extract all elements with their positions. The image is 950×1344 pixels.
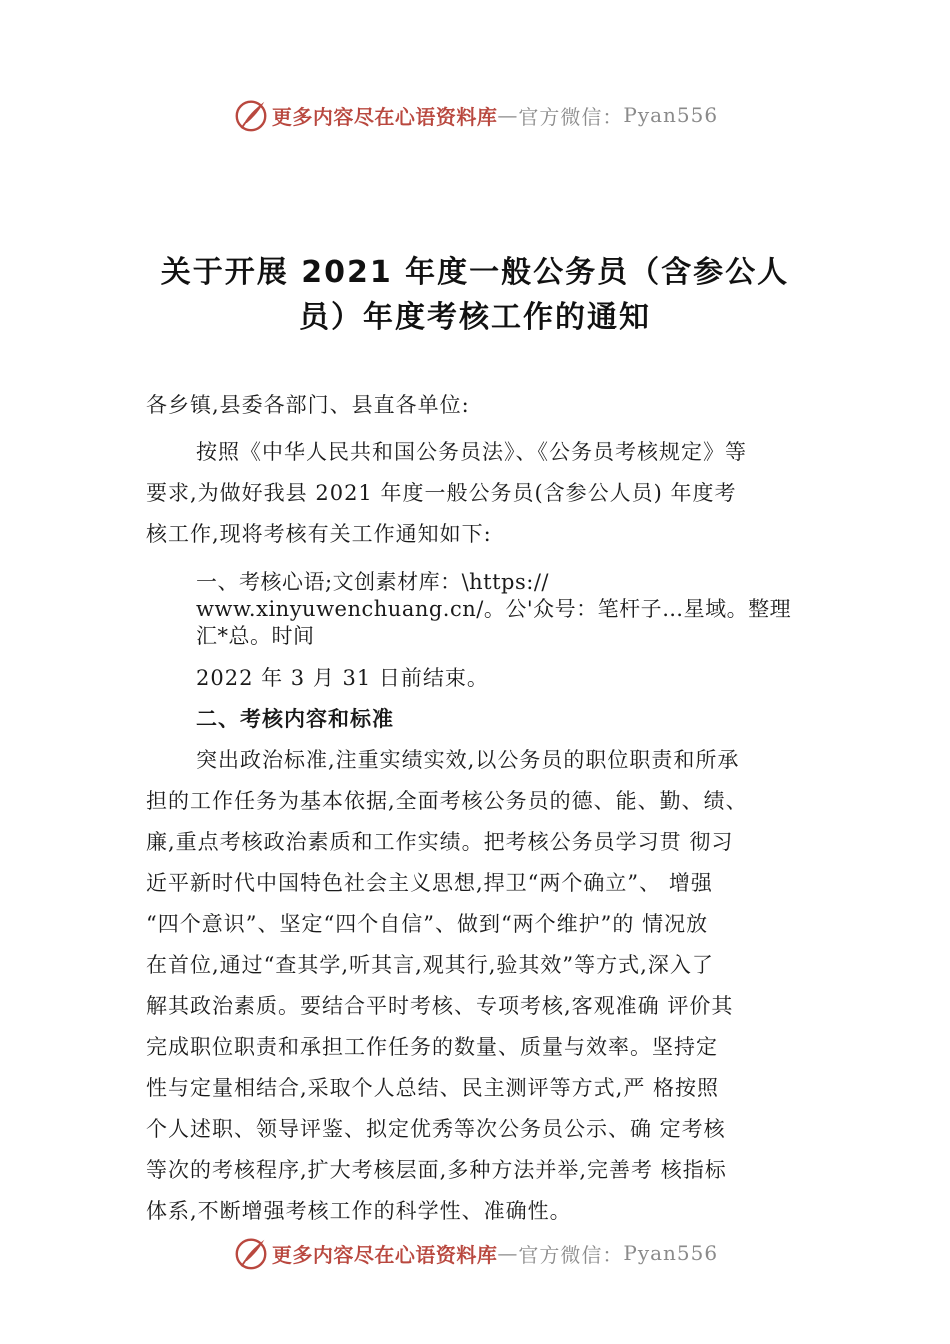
paragraph-line: 担的工作任务为基本依据,全面考核公务员的德、能、勤、绩、 [146, 789, 748, 813]
paragraph-line: 性与定量相结合,采取个人总结、民主测评等方式,严 格按照 [146, 1076, 720, 1100]
paragraph-line: 近平新时代中国特色社会主义思想,捍卫“两个确立”、 增强 [146, 871, 713, 895]
notice-line: www.xinyuwenchuang.cn/。公'众号：笔杆子…星域。整理 [196, 597, 792, 621]
quill-pen-logo-icon [232, 1234, 270, 1272]
intro-paragraph [146, 432, 836, 555]
watermark-red-text: 更多内容尽在心语资料库 [271, 1242, 498, 1267]
paragraph-line: 等次的考核程序,扩大考核层面,多种方法并举,完善考 核指标 [146, 1158, 727, 1182]
paragraph-line: 解其政治素质。要结合平时考核、专项考核,客观准确 评价其 [146, 994, 734, 1018]
watermark-wechat-id: Pyan556 [623, 103, 719, 127]
paragraph-line: 在首位,通过“查其学,听其言,观其行,验其效”等方式,深入了 [146, 953, 714, 977]
watermark-gray-text: 官方微信： [518, 1242, 624, 1267]
paragraph-line: 体系,不断增强考核工作的科学性、准确性。 [146, 1199, 572, 1223]
paragraph-line: 按照《中华人民共和国公务员法》、《公务员考核规定》等 [196, 440, 747, 464]
title-line: 员）年度考核工作的通知 [299, 300, 651, 335]
quill-pen-logo-icon [232, 96, 270, 134]
paragraph-line: 要求,为做好我县 2021 年度一般公务员(含参公人员) 年度考 [146, 481, 737, 505]
document-body [146, 385, 836, 1232]
header-watermark [0, 95, 950, 135]
date-line: 2022 年 3 月 31 日前结束。 [196, 666, 489, 690]
watermark-dash: — [497, 103, 519, 127]
paragraph-line: 完成职位职责和承担工作任务的数量、质量与效率。坚持定 [146, 1035, 718, 1059]
watermark-red-text: 更多内容尽在心语资料库 [271, 104, 498, 129]
section-heading: 二、考核内容和标准 [196, 707, 394, 731]
notice-block [146, 569, 836, 650]
paragraph-line: 突出政治标准,注重实绩实效,以公务员的职位职责和所承 [196, 748, 740, 772]
salutation: 各乡镇,县委各部门、县直各单位: [146, 393, 470, 417]
watermark-wechat-id: Pyan556 [623, 1241, 719, 1265]
watermark-gray-text: 官方微信： [518, 104, 624, 129]
document-title [100, 250, 850, 340]
notice-line: 汇*总。时间 [196, 624, 315, 648]
paragraph-line: 个人述职、领导评鉴、拟定优秀等次公务员公示、确 定考核 [146, 1117, 726, 1141]
footer-watermark [0, 1233, 950, 1273]
paragraph-line: “四个意识”、坚定“四个自信”、做到“两个维护”的 情况放 [146, 912, 709, 936]
paragraph-line: 廉,重点考核政治素质和工作实绩。把考核公务员学习贯 彻习 [146, 830, 734, 854]
title-line: 关于开展 2021 年度一般公务员（含参公人 [160, 255, 790, 290]
notice-line: 一、考核心语;文创素材库：\https:// [196, 570, 549, 594]
paragraph-line: 核工作,现将考核有关工作通知如下: [146, 522, 492, 546]
watermark-dash: — [497, 1241, 519, 1265]
section2-paragraph [146, 740, 836, 1232]
